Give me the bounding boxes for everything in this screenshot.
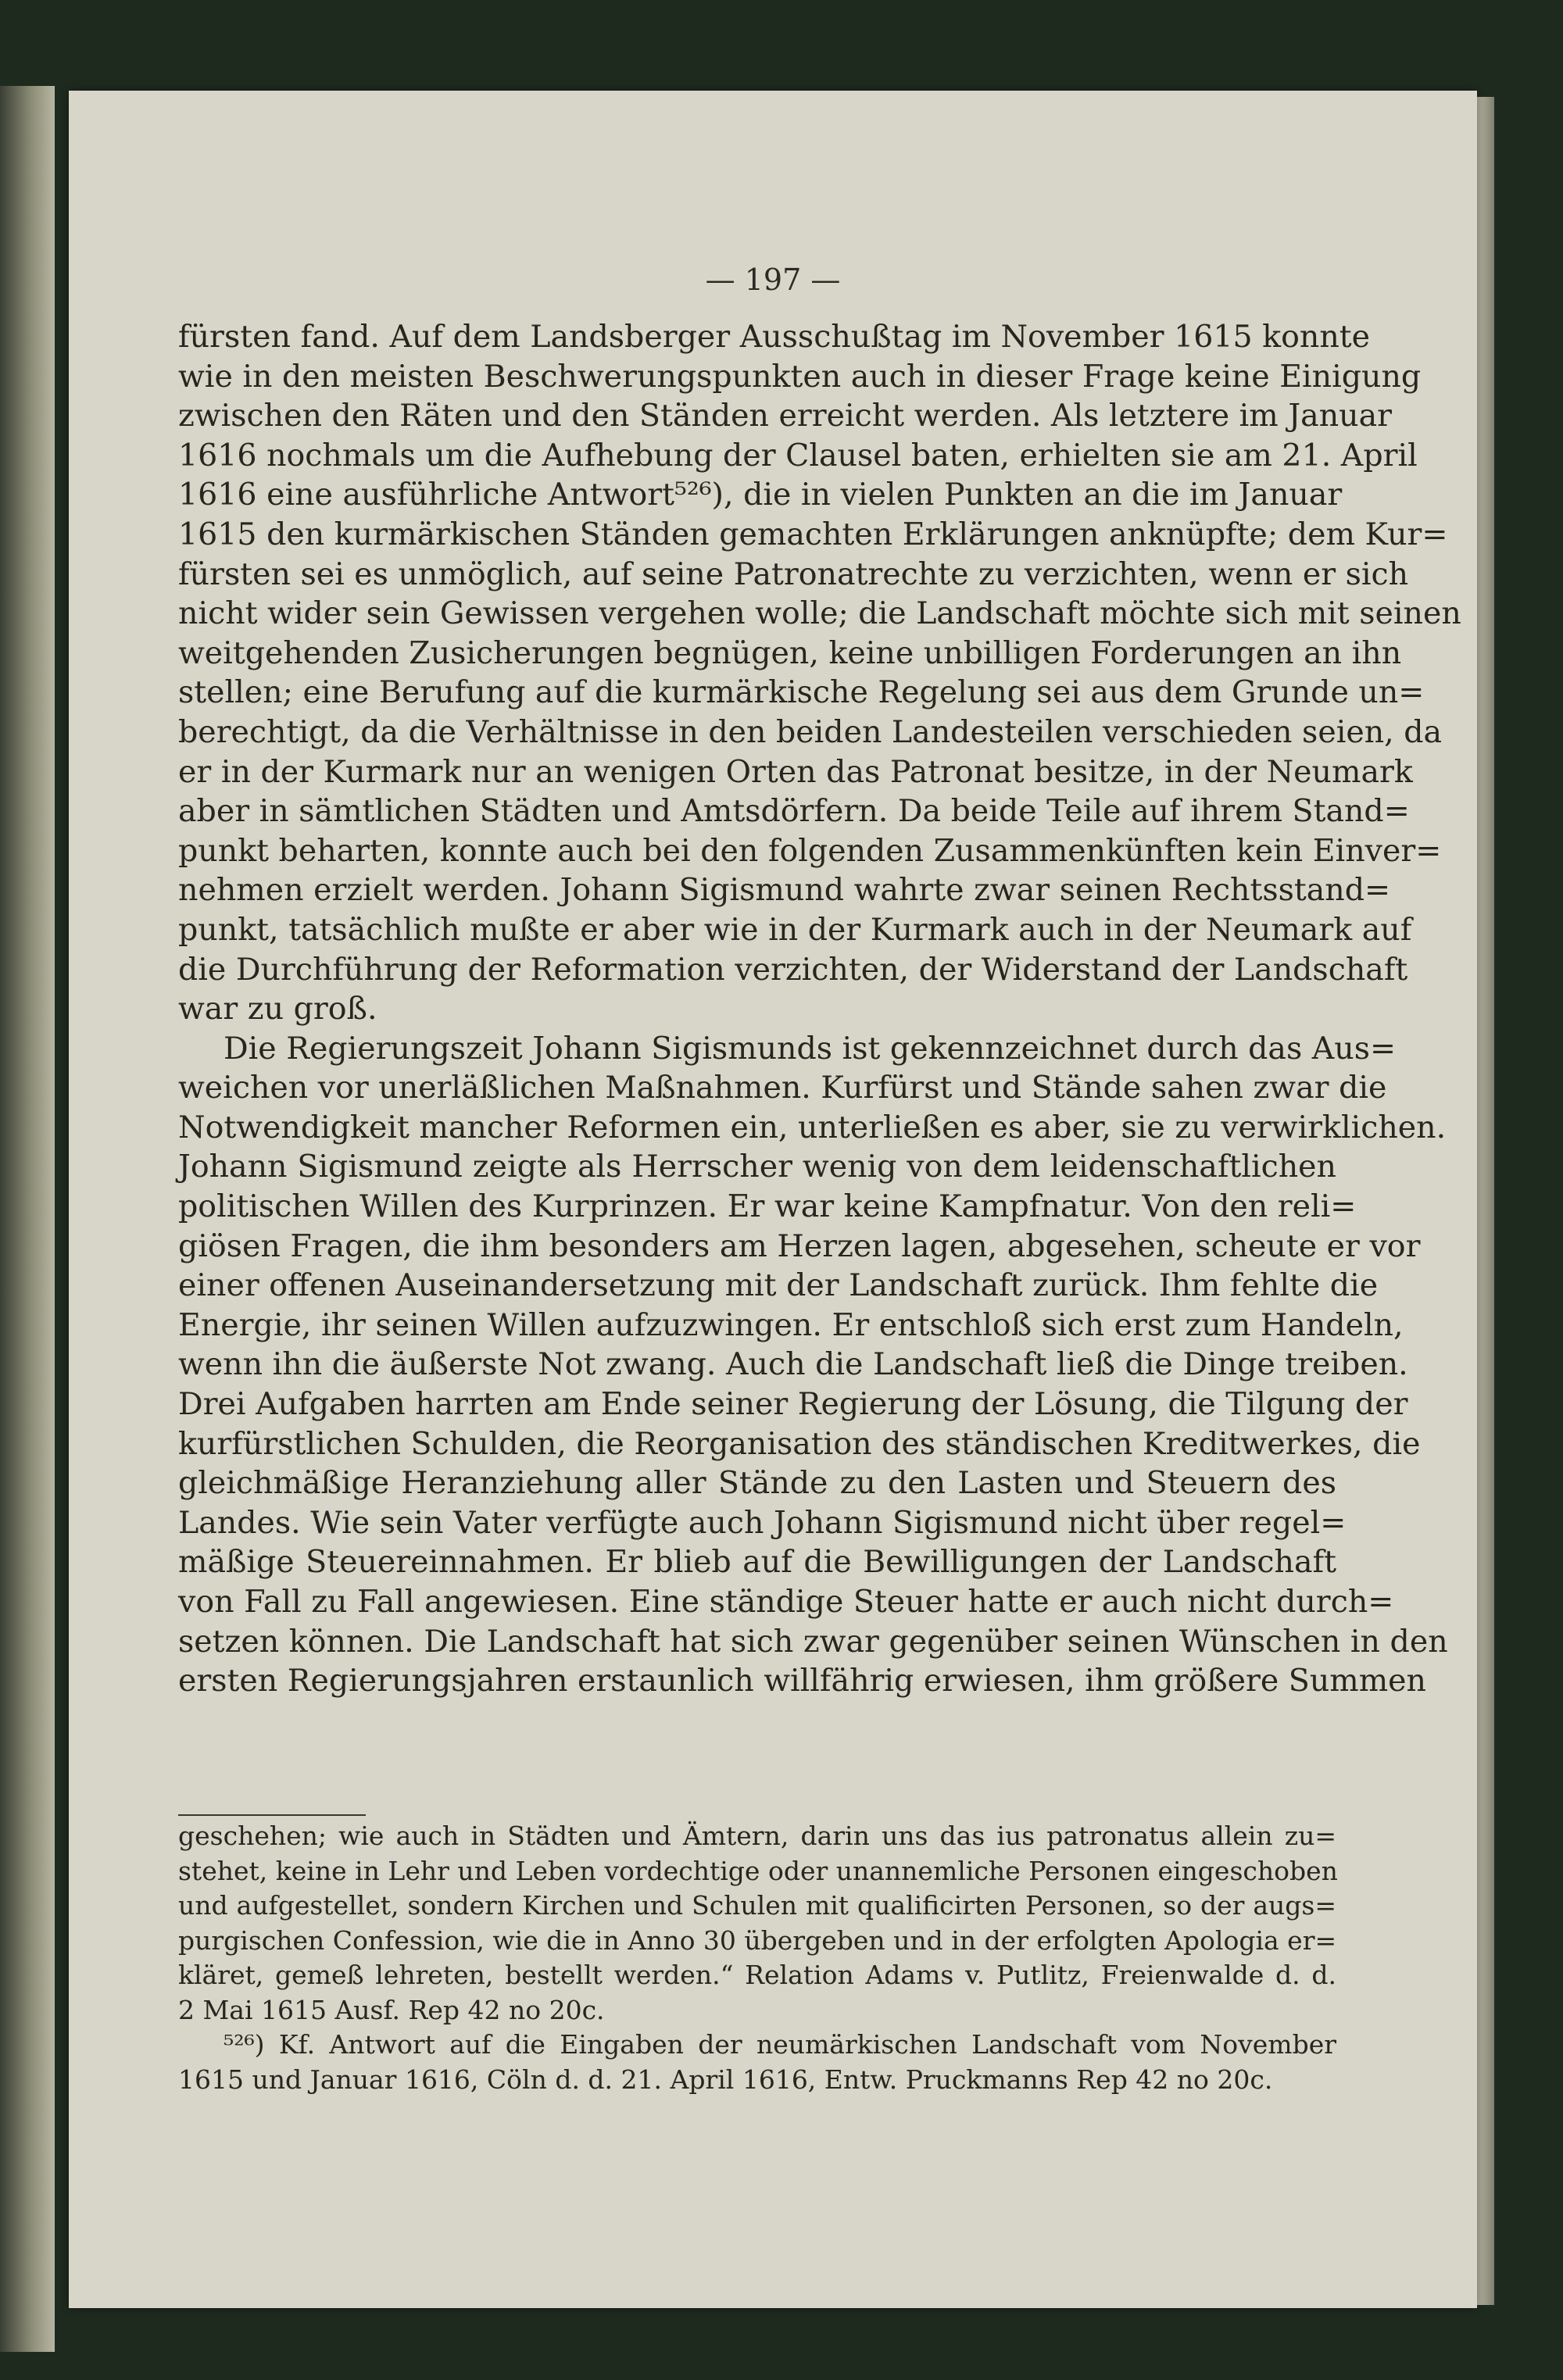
text-line: kurfürstlichen Schulden, die Reorganisation des ständischen Kreditwerkes, die — [178, 1425, 1421, 1462]
text-line: punkt beharten, konnte auch bei den folgenden Zusammenkünften kein Einver= — [178, 832, 1442, 869]
page-number: — 197 — — [705, 263, 841, 297]
right-page-stack — [1477, 97, 1494, 2305]
text-line: weitgehenden Zusicherungen begnügen, keine unbilligen Forderungen an ihn — [178, 634, 1402, 671]
text-line: weichen vor unerläßlichen Maßnahmen. Kurfürst und Stände sahen zwar die — [178, 1070, 1387, 1106]
footnote-line: 1615 und Januar 1616, Cöln d. d. 21. April 1616, Entw. Pruckmanns Rep 42 no 20c. — [178, 2064, 1273, 2095]
footnote-line: ⁵²⁶) Kf. Antwort auf die Eingaben der neumärkischen Landschaft vom November — [224, 2029, 1336, 2060]
text-line: politischen Willen des Kurprinzen. Er war keine Kampfnatur. Von den reli= — [178, 1188, 1357, 1225]
left-page-edge — [0, 86, 55, 2352]
text-line: punkt, tatsächlich mußte er aber wie in der Kurmark auch in der Neumark auf — [178, 911, 1412, 948]
text-line: war zu groß. — [178, 991, 377, 1027]
footnote-line: kläret, gemeß lehreten, bestellt werden.“ Relation Adams v. Putlitz, Freienwalde d. d. — [178, 1960, 1336, 1990]
text-line: stellen; eine Berufung auf die kurmärkische Regelung sei aus dem Grunde un= — [178, 674, 1425, 711]
text-line: zwischen den Räten und den Ständen erreicht werden. Als letztere im Januar — [178, 398, 1393, 434]
text-line: von Fall zu Fall angewiesen. Eine ständige Steuer hatte er auch nicht durch= — [178, 1584, 1394, 1620]
text-line: nehmen erzielt werden. Johann Sigismund wahrte zwar seinen Rechtsstand= — [178, 872, 1391, 909]
text-line: nicht wider sein Gewissen vergehen wolle; die Landschaft möchte sich mit seinen — [178, 595, 1461, 632]
text-line: einer offenen Auseinandersetzung mit der Landschaft zurück. Ihm fehlte die — [178, 1267, 1379, 1304]
text-line: Energie, ihr seinen Willen aufzuzwingen. Er entschloß sich erst zum Handeln, — [178, 1306, 1404, 1343]
text-line: die Durchführung der Reformation verzichten, der Widerstand der Landschaft — [178, 951, 1408, 988]
book-page — [69, 91, 1477, 2308]
footnote-line: geschehen; wie auch in Städten und Ämtern, darin uns das ius patronatus allein zu= — [178, 1821, 1336, 1851]
text-line: Notwendigkeit mancher Reformen ein, unterließen es aber, sie zu verwirklichen. — [178, 1109, 1447, 1145]
footnote-line: stehet, keine in Lehr und Leben vordechtige oder unannemliche Personen eingeschoben — [178, 1855, 1338, 1886]
text-line: giösen Fragen, die ihm besonders am Herzen lagen, abgesehen, scheute er vor — [178, 1228, 1421, 1264]
text-line: er in der Kurmark nur an wenigen Orten das Patronat besitze, in der Neumark — [178, 753, 1413, 790]
text-line: aber in sämtlichen Städten und Amtsdörfern. Da beide Teile auf ihrem Stand= — [178, 793, 1410, 830]
text-line: fürsten fand. Auf dem Landsberger Ausschußtag im November 1615 konnte — [178, 319, 1371, 355]
text-line: 1615 den kurmärkischen Ständen gemachten Erklärungen anknüpfte; dem Kur= — [178, 516, 1448, 552]
text-line: 1616 eine ausführliche Antwort⁵²⁶), die in vielen Punkten an die im Januar — [178, 477, 1343, 513]
text-line: berechtigt, da die Verhältnisse in den beiden Landesteilen verschieden seien, da — [178, 713, 1443, 750]
body-text — [178, 317, 1461, 1701]
footnote-line: und aufgestellet, sondern Kirchen und Schulen mit qualificirten Personen, so der augs= — [178, 1890, 1336, 1921]
text-line: Drei Aufgaben harrten am Ende seiner Regierung der Lösung, die Tilgung der — [178, 1386, 1408, 1423]
footnote-line: purgischen Confession, wie die in Anno 30 übergeben und in der erfolgten Apologia er= — [178, 1924, 1337, 1956]
text-line: Landes. Wie sein Vater verfügte auch Johann Sigismund nicht über regel= — [178, 1504, 1347, 1541]
text-line: Johann Sigismund zeigte als Herrscher wenig von dem leidenschaftlichen — [178, 1149, 1336, 1185]
text-line: setzen können. Die Landschaft hat sich zwar gegenüber seinen Wünschen in den — [178, 1623, 1448, 1660]
text-line: 1616 nochmals um die Aufhebung der Clausel baten, erhielten sie am 21. April — [178, 437, 1418, 473]
text-line: fürsten sei es unmöglich, auf seine Patronatrechte zu verzichten, wenn er sich — [178, 556, 1409, 592]
text-line: ersten Regierungsjahren erstaunlich willfährig erwiesen, ihm größere Summen — [178, 1663, 1426, 1699]
text-line: wie in den meisten Beschwerungspunkten auch in dieser Frage keine Einigung — [178, 358, 1422, 395]
text-line: gleichmäßige Heranziehung aller Stände zu den Lasten und Steuern des — [178, 1465, 1336, 1502]
footnotes — [178, 1819, 1336, 2097]
text-line: mäßige Steuereinnahmen. Er blieb auf die Bewilligungen der Landschaft — [178, 1544, 1336, 1581]
text-line: Die Regierungszeit Johann Sigismunds ist gekennzeichnet durch das Aus= — [224, 1030, 1397, 1067]
text-line: wenn ihn die äußerste Not zwang. Auch die Landschaft ließ die Dinge treiben. — [178, 1346, 1408, 1383]
footnote-line: 2 Mai 1615 Ausf. Rep 42 no 20c. — [178, 1994, 605, 2025]
footnote-divider — [178, 1814, 366, 1816]
